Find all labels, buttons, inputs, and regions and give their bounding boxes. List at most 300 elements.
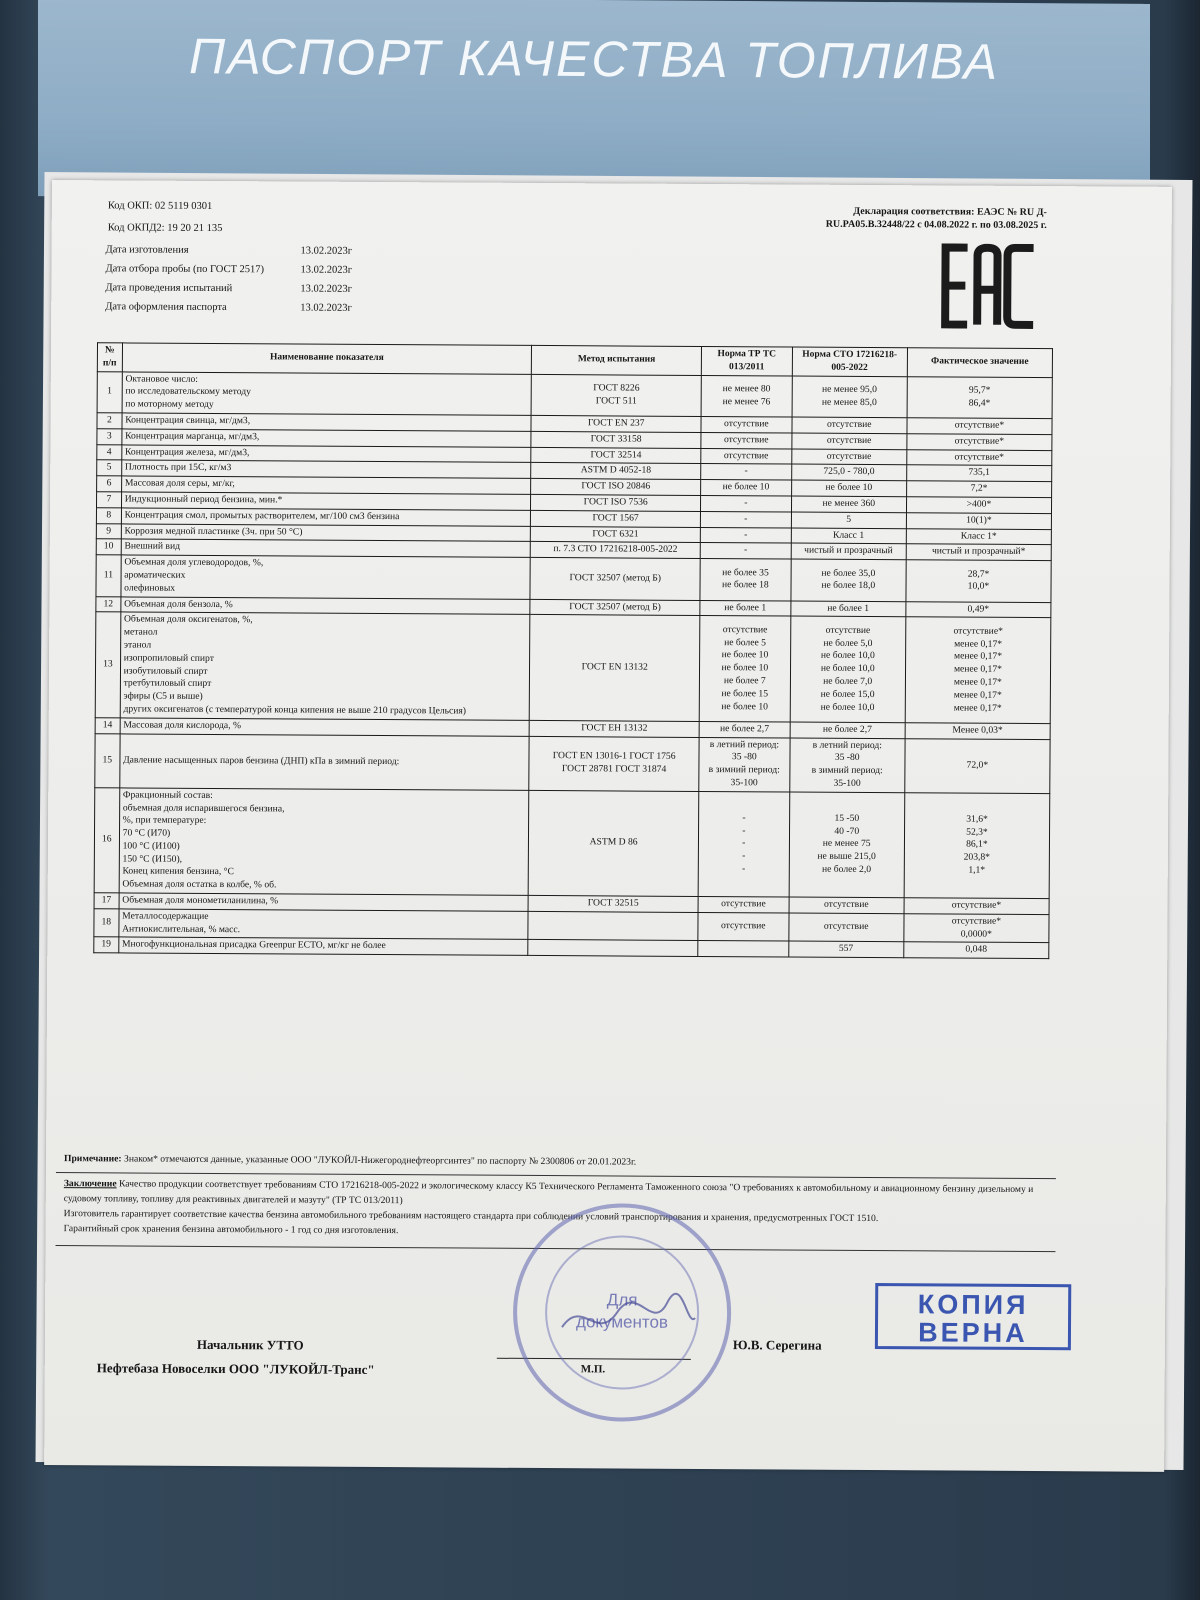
norm-tr-ts [698, 791, 789, 897]
norm-tr-ts [701, 495, 792, 511]
okpd-code: Код ОКПД2: 19 20 21 135 [107, 222, 223, 235]
parameter-name-line: Плотность при 15С, кг/м3 [124, 461, 232, 474]
actual-value-line: Класс 1* [960, 530, 997, 542]
norm-sto-line: отсутствие [825, 624, 871, 636]
norm-tr-ts [699, 616, 790, 722]
actual-value-line: 10,0* [967, 580, 990, 593]
norm-tr-ts [701, 464, 792, 480]
norm-tr-ts [701, 480, 792, 496]
actual-value-line: 7,2* [970, 482, 988, 494]
norm-tr-ts-line: 35 -80 [731, 751, 757, 763]
conclusion-label: Заключение [63, 1178, 117, 1190]
parameter-name-line: Массовая доля серы, мг/кг, [124, 477, 235, 490]
declaration-of-conformity [757, 204, 1047, 232]
parameter-name-line: Октановое число: [125, 373, 198, 385]
parameter-name-line: изопропиловый спирт [123, 652, 214, 664]
norm-sto [788, 941, 903, 958]
test-method [531, 415, 701, 432]
parameter-name-line: Фракционный состав: [122, 789, 213, 801]
parameter-name-line: по исследовательскому методу [125, 385, 251, 398]
test-method [529, 615, 699, 721]
norm-sto-line: не более 2,0 [821, 863, 872, 876]
norm-tr-ts-line: - [744, 513, 748, 525]
norm-sto [792, 417, 907, 434]
okp-code: Код ОКП: 02 5119 0301 [107, 200, 213, 212]
header-name: Наименование показателя [122, 343, 532, 374]
eac-mark-logo [939, 243, 1040, 329]
test-method-line: ГОСТ 32514 [590, 448, 642, 461]
norm-tr-ts-line: - [744, 528, 748, 540]
test-method [529, 720, 699, 737]
parameter-name-line: Объемная доля монометиланилина, % [122, 894, 279, 907]
remark [64, 1151, 1054, 1172]
norm-sto [791, 496, 906, 513]
parameter-name-line: Конец кипения бензина, °С [122, 865, 234, 878]
norm-sto [790, 601, 905, 618]
test-method [528, 790, 698, 896]
norm-tr-ts [701, 375, 792, 417]
storage-text: Гарантийный срок хранения бензина автомобильного - 1 год со дня изготовления. [63, 1223, 399, 1237]
parameter-name [122, 372, 532, 416]
test-method [531, 447, 701, 464]
actual-value-line: менее 0,17* [954, 650, 1003, 663]
actual-value [905, 738, 1050, 793]
norm-tr-ts [700, 543, 791, 559]
norm-tr-ts [701, 416, 792, 432]
actual-value [907, 449, 1052, 466]
remark-text: Знаком* отмечаются данные, указанные ООО "ЛУКОЙЛ-Нижегороднефтеоргсинтез" по паспорту № 2300806 от 20.01.2023г. [124, 1153, 637, 1168]
actual-value-line: 10(1)* [966, 514, 992, 526]
test-method-line: ГОСТ EN 237 [587, 417, 645, 429]
parameter-name-line: Массовая доля кислорода, % [123, 719, 242, 731]
actual-value [907, 434, 1052, 451]
row-number: 9 [96, 523, 121, 539]
norm-tr-ts-line: - [742, 863, 746, 875]
signatory-position: Начальник УТТО [196, 1336, 304, 1353]
norm-tr-ts-line: отсутствие [723, 449, 769, 461]
actual-value-line: отсутствие* [951, 915, 1002, 927]
actual-value-line: 1,1* [968, 864, 986, 876]
actual-value [904, 942, 1049, 959]
row-number: 4 [97, 444, 122, 460]
actual-value-line: менее 0,17* [954, 638, 1003, 650]
actual-value [907, 465, 1052, 482]
norm-sto-line: 5 [846, 513, 852, 525]
actual-value [906, 528, 1051, 545]
norm-tr-ts [700, 511, 791, 527]
parameter-name-line: по моторному методу [125, 398, 214, 411]
norm-tr-ts-line: отсутствие [723, 433, 769, 446]
test-method-line: ГОСТ ЕН 13132 [581, 721, 648, 734]
test-method [528, 940, 698, 957]
row-number: 5 [97, 460, 122, 476]
quality-parameters-table [93, 342, 1053, 959]
parameter-name-line: Антиокислительная, % масс. [122, 923, 241, 935]
parameter-name-line: Многофункциональная присадка Greenpur ECTO, мг/кг не более [121, 938, 386, 952]
parameter-name-line: Коррозия медной пластинке (3ч. при 50 °С) [124, 525, 303, 538]
actual-value-line: 72,0* [966, 759, 989, 771]
seal-text-line-2: документов [576, 1312, 669, 1332]
actual-value-line: 95,7* [968, 384, 991, 396]
row-number: 3 [97, 429, 122, 445]
norm-sto-line: в летний период: [812, 739, 883, 751]
actual-value-line: 735,1 [968, 466, 990, 479]
actual-value-line: отсутствие* [954, 435, 1005, 447]
table-row [97, 371, 1052, 418]
test-method [531, 374, 701, 416]
norm-sto [791, 464, 906, 481]
date-value: 13.02.2023г [300, 245, 353, 257]
test-method-line: ГОСТ ISO 20846 [581, 480, 651, 492]
actual-value [905, 617, 1051, 723]
norm-sto [790, 722, 905, 739]
actual-value-line: 86,4* [968, 397, 991, 409]
test-method-line [532, 926, 695, 927]
test-method [528, 911, 698, 941]
actual-value [906, 601, 1051, 618]
actual-value-line: Менее 0,03* [952, 724, 1003, 736]
norm-sto-line: отсутствие [826, 450, 872, 462]
norm-tr-ts-line [701, 949, 785, 950]
norm-tr-ts-line: не более 10 [722, 481, 770, 493]
norm-tr-ts-line: - [744, 497, 748, 509]
norm-sto-line: не более 5,0 [823, 637, 873, 649]
parameter-name-line: %, при температуре: [122, 814, 207, 827]
norm-sto [792, 376, 908, 418]
parameter-name-line: ароматических [124, 569, 186, 581]
test-method [531, 494, 701, 511]
norm-sto [788, 913, 903, 942]
guarantee-text: Изготовитель гарантирует соответствие качества бензина автомобильного требованиям настоящего стандарта при соблюдении условий транспортирования и хранения, предусмотренных ГОСТ 1510. [63, 1208, 879, 1225]
parameter-name [120, 612, 530, 720]
actual-value-line: отсутствие* [954, 451, 1004, 463]
actual-value-line: 86,1* [966, 839, 988, 851]
norm-tr-ts-line: не более 10 [721, 700, 768, 712]
norm-sto-line: не выше 215,0 [817, 850, 876, 863]
date-label: Дата оформления паспорта [105, 301, 227, 314]
norm-tr-ts-line: - [742, 837, 746, 849]
parameter-name [119, 909, 529, 940]
row-number: 17 [94, 893, 119, 909]
norm-sto-line: не более 10,0 [820, 650, 875, 662]
norm-sto [791, 433, 906, 450]
test-method-line [532, 948, 695, 949]
test-method [531, 479, 701, 496]
signatory-organization: Нефтебаза Новоселки ООО "ЛУКОЙЛ-Транс" [96, 1360, 375, 1377]
norm-tr-ts [698, 941, 789, 957]
copy-stamp-line-1: КОПИЯ [917, 1289, 1029, 1320]
norm-tr-ts [698, 897, 789, 913]
actual-value-line: 52,3* [966, 826, 988, 838]
norm-sto [791, 543, 906, 560]
row-number: 15 [95, 733, 120, 787]
norm-tr-ts-line: - [744, 465, 748, 477]
actual-value [906, 497, 1051, 514]
header-no: № п/п [97, 343, 122, 372]
norm-sto-line: отсутствие [826, 418, 872, 430]
norm-tr-ts [701, 432, 792, 448]
test-method [528, 896, 698, 913]
norm-sto-line: не менее 360 [822, 497, 876, 510]
parameter-name-line: объемная доля испарившегося бензина, [122, 801, 285, 814]
row-number: 10 [96, 539, 121, 555]
norm-sto-line: не менее 95,0 [821, 383, 877, 396]
norm-sto-line: не более 2,7 [822, 723, 872, 735]
actual-value [907, 376, 1052, 418]
norm-tr-ts [699, 721, 790, 737]
test-method-line: ГОСТ EN 13016-1 ГОСТ 1756 [552, 750, 676, 763]
norm-tr-ts-line: не менее 80 [722, 383, 771, 395]
actual-value [906, 560, 1051, 602]
seal-text-line-1: Для [606, 1290, 638, 1310]
norm-sto [791, 528, 906, 545]
test-method [530, 599, 700, 616]
parameter-name [119, 788, 529, 896]
norm-tr-ts-line: - [742, 850, 746, 862]
date-value: 13.02.2023г [300, 283, 352, 295]
norm-sto-line: отсутствие [826, 434, 872, 446]
norm-sto [789, 792, 905, 898]
date-row [105, 263, 352, 276]
parameter-name-line: эфиры (С5 и выше) [123, 690, 203, 703]
signatory-name: Ю.В. Серегина [732, 1337, 822, 1353]
actual-value-line: отсутствие* [951, 899, 1002, 911]
parameter-name-line: Объемная доля углеводородов, %, [124, 556, 264, 569]
test-method [531, 510, 701, 527]
norm-tr-ts-line: не более 2,7 [719, 722, 770, 735]
test-method [531, 431, 701, 448]
copy-stamp-line-2: ВЕРНА [918, 1317, 1028, 1348]
norm-sto [791, 559, 907, 601]
row-number: 19 [94, 937, 119, 953]
date-label: Дата изготовления [105, 244, 189, 256]
actual-value [904, 792, 1050, 898]
norm-tr-ts-line: не более 10 [721, 649, 769, 661]
norm-tr-ts-line: в летний период: [709, 738, 780, 750]
norm-tr-ts-line: не менее 76 [722, 395, 771, 408]
norm-tr-ts-line: отсутствие [722, 623, 768, 636]
actual-value-line: чистый и прозрачный* [931, 545, 1026, 558]
parameter-name-line: изобутиловый спирт [123, 664, 208, 677]
norm-tr-ts [700, 527, 791, 543]
actual-value-line: 0,49* [967, 603, 990, 615]
test-method-line: ГОСТ 32507 (метод Б) [569, 600, 661, 613]
parameter-name-line: Концентрация смол, промытых растворителем, мг/100 см3 бензина [124, 509, 400, 522]
actual-value-line: 28,7* [967, 568, 990, 580]
parameter-name-line: олефиновых [124, 582, 176, 594]
conclusion-text: Качество продукции соответствует требованиям СТО 17216218-005-2022 и экологическому классу К5 Технического Регламента Таможенного союза "О требованиях к автомобильному и авиационному бензину дизельному и судовому топливу, топливу для реактивных двигателей и мазуту" (ТР ТС 013/2011) [63, 1178, 1034, 1207]
actual-value [905, 722, 1050, 739]
parameter-name [118, 937, 528, 955]
norm-sto-line: не более 10,0 [820, 701, 875, 713]
table-row [94, 787, 1050, 898]
norm-tr-ts-line: не более 5 [724, 636, 766, 648]
parameter-name-line: Объемная доля бензола, % [124, 597, 233, 610]
norm-sto-line: в зимний период: [811, 764, 883, 777]
norm-tr-ts-line: 35-100 [730, 777, 758, 789]
norm-sto [791, 480, 906, 497]
actual-value [906, 512, 1051, 529]
parameter-name-line: Объемная доля оксигенатов, %, [123, 613, 253, 626]
test-method-line: ГОСТ 1567 [592, 512, 639, 524]
actual-value-line: 0,0000* [960, 928, 992, 940]
norm-sto-line: не более 7,0 [823, 675, 873, 687]
norm-tr-ts [699, 737, 790, 792]
row-number: 7 [96, 492, 121, 508]
actual-value-line: 0,048 [965, 944, 988, 956]
row-number: 6 [97, 476, 122, 492]
test-method-line: ГОСТ 6321 [592, 527, 639, 540]
norm-sto-line: не более 18,0 [821, 580, 876, 592]
norm-sto-line: не более 10,0 [820, 662, 875, 675]
table-row [95, 612, 1051, 723]
norm-sto-line: отсутствие [823, 898, 869, 911]
norm-sto-line: не более 1 [827, 602, 870, 614]
test-method [530, 558, 700, 600]
table-row [96, 555, 1051, 602]
norm-sto-line: не менее 75 [822, 838, 871, 850]
norm-tr-ts-line: отсутствие [720, 920, 766, 932]
parameter-name-line: метанол [123, 626, 158, 638]
actual-value [904, 914, 1049, 943]
table-row [95, 733, 1050, 793]
norm-sto [791, 512, 906, 529]
actual-value-line: отсутствие* [953, 625, 1003, 637]
parameter-name-line: Объемная доля остатка в колбе, % об. [122, 878, 277, 891]
header-actual: Фактическое значение [907, 348, 1052, 377]
norm-tr-ts-line: не более 15 [721, 687, 769, 700]
parameter-name-line: Внешний вид [124, 540, 181, 553]
remark-label: Примечание: [63, 1153, 122, 1165]
test-method-line: ГОСТ ISO 7536 [583, 496, 648, 508]
norm-tr-ts-line: в зимний период: [708, 764, 780, 776]
norm-sto-line: 40 -70 [834, 825, 860, 837]
norm-sto-line: не более 35,0 [821, 567, 876, 579]
parameter-name-line: третбутиловый спирт [123, 677, 212, 690]
handwritten-signature [557, 1287, 697, 1348]
actual-value [904, 898, 1049, 915]
parameter-name-line: других оксигенатов (с температурой конца кипения не выше 210 градусов Цельсия) [123, 703, 467, 717]
row-number: 8 [96, 508, 121, 524]
norm-tr-ts-line: не более 7 [723, 675, 766, 687]
row-number: 13 [95, 612, 120, 718]
quality-passport-document [44, 180, 1172, 1472]
actual-value-line: менее 0,17* [953, 689, 1002, 701]
norm-tr-ts-line: не более 10 [721, 662, 769, 674]
date-label: Дата отбора пробы (по ГОСТ 2517) [105, 263, 265, 276]
actual-value [906, 544, 1051, 561]
mp-label: М.П. [580, 1363, 606, 1376]
row-number: 1 [97, 371, 122, 413]
parameter-name-line: Концентрация свинца, мг/дм3, [125, 414, 251, 427]
norm-sto-line: не менее 85,0 [821, 396, 877, 408]
actual-value [906, 481, 1051, 498]
norm-sto [789, 738, 905, 793]
row-number: 14 [95, 717, 120, 733]
actual-value-line: менее 0,17* [953, 702, 1002, 714]
row-number: 18 [94, 909, 119, 938]
test-method-line: ГОСТ EN 13132 [581, 661, 648, 673]
date-row [105, 301, 352, 314]
norm-sto-line: чистый и прозрачный [804, 544, 893, 557]
norm-sto-line: отсутствие [823, 920, 869, 933]
parameter-name-line: этанол [123, 639, 152, 651]
norm-tr-ts [700, 559, 791, 601]
actual-value-line: 203,8* [963, 851, 991, 864]
test-method-line: п. 7.3 СТО 17216218-005-2022 [553, 543, 678, 556]
actual-value-line: 31,6* [966, 813, 988, 825]
norm-tr-ts-line: не более 18 [722, 579, 769, 591]
banner-title: ПАСПОРТ КАЧЕСТВА ТОПЛИВА [189, 28, 999, 90]
test-method-line: ГОСТ 32515 [587, 897, 639, 909]
parameter-name-line: Индукционный период бензина, мин.* [124, 493, 283, 506]
norm-sto-line: Класс 1 [832, 529, 865, 541]
row-number: 12 [96, 596, 121, 612]
test-method-line: ГОСТ 32507 (метод Б) [569, 572, 662, 584]
norm-tr-ts-line: - [742, 812, 746, 824]
norm-sto [791, 449, 906, 466]
norm-tr-ts-line: не более 35 [722, 566, 769, 578]
parameter-name [119, 733, 529, 790]
date-row [106, 244, 353, 257]
actual-value-line: >400* [966, 498, 992, 510]
header-norm-sto: Норма СТО 17216218-005-2022 [792, 347, 907, 376]
actual-value-line: отсутствие* [954, 419, 1005, 431]
norm-tr-ts [701, 448, 792, 464]
test-method [531, 463, 701, 480]
test-method-line: ASTM D 86 [589, 836, 638, 849]
test-method-line: ГОСТ 28781 ГОСТ 31874 [561, 763, 667, 775]
test-method-line: ГОСТ 511 [595, 395, 637, 407]
date-row [105, 282, 352, 295]
norm-sto-line: не более 10 [825, 481, 873, 494]
norm-sto [790, 616, 906, 722]
parameter-name [121, 555, 531, 599]
parameter-name-line: 100 °С (И100) [122, 840, 180, 852]
parameter-name-line: 70 °С (И70) [122, 827, 171, 839]
norm-sto-line: 35-100 [833, 777, 861, 789]
test-method [530, 542, 700, 559]
parameter-name-line: 150 °С (И150), [122, 853, 183, 865]
round-seal-stamp [512, 1203, 731, 1422]
norm-tr-ts-line: - [743, 544, 748, 556]
date-value: 13.02.2023г [300, 302, 352, 314]
norm-tr-ts-line: не более 1 [724, 601, 767, 613]
header-method: Метод испытания [532, 345, 702, 375]
norm-sto-line: 35 -80 [834, 752, 860, 764]
norm-tr-ts [700, 600, 791, 616]
norm-tr-ts-line: отсутствие [724, 418, 769, 430]
test-method [531, 526, 701, 543]
norm-tr-ts-line: отсутствие [721, 898, 766, 910]
test-method [529, 736, 699, 791]
row-number: 16 [94, 787, 119, 893]
parameter-name-line: Концентрация железа, мг/дм3, [124, 446, 250, 458]
parameter-name-line: Концентрация марганца, мг/дм3, [125, 430, 260, 443]
test-method-line: ASTM D 4052-18 [580, 464, 652, 477]
row-number: 11 [96, 555, 121, 597]
copy-certified-stamp [875, 1283, 1071, 1350]
header-norm-tr: Норма ТР ТС 013/2011 [701, 346, 792, 375]
date-value: 13.02.2023г [300, 264, 353, 276]
norm-sto [789, 897, 904, 914]
date-label: Дата проведения испытаний [105, 282, 233, 295]
norm-tr-ts [698, 912, 789, 941]
norm-sto-line: 15 -50 [834, 812, 860, 824]
parameter-name-line: Металлосодержащие [122, 910, 209, 922]
norm-tr-ts-line: - [742, 824, 746, 836]
actual-value [907, 418, 1052, 435]
